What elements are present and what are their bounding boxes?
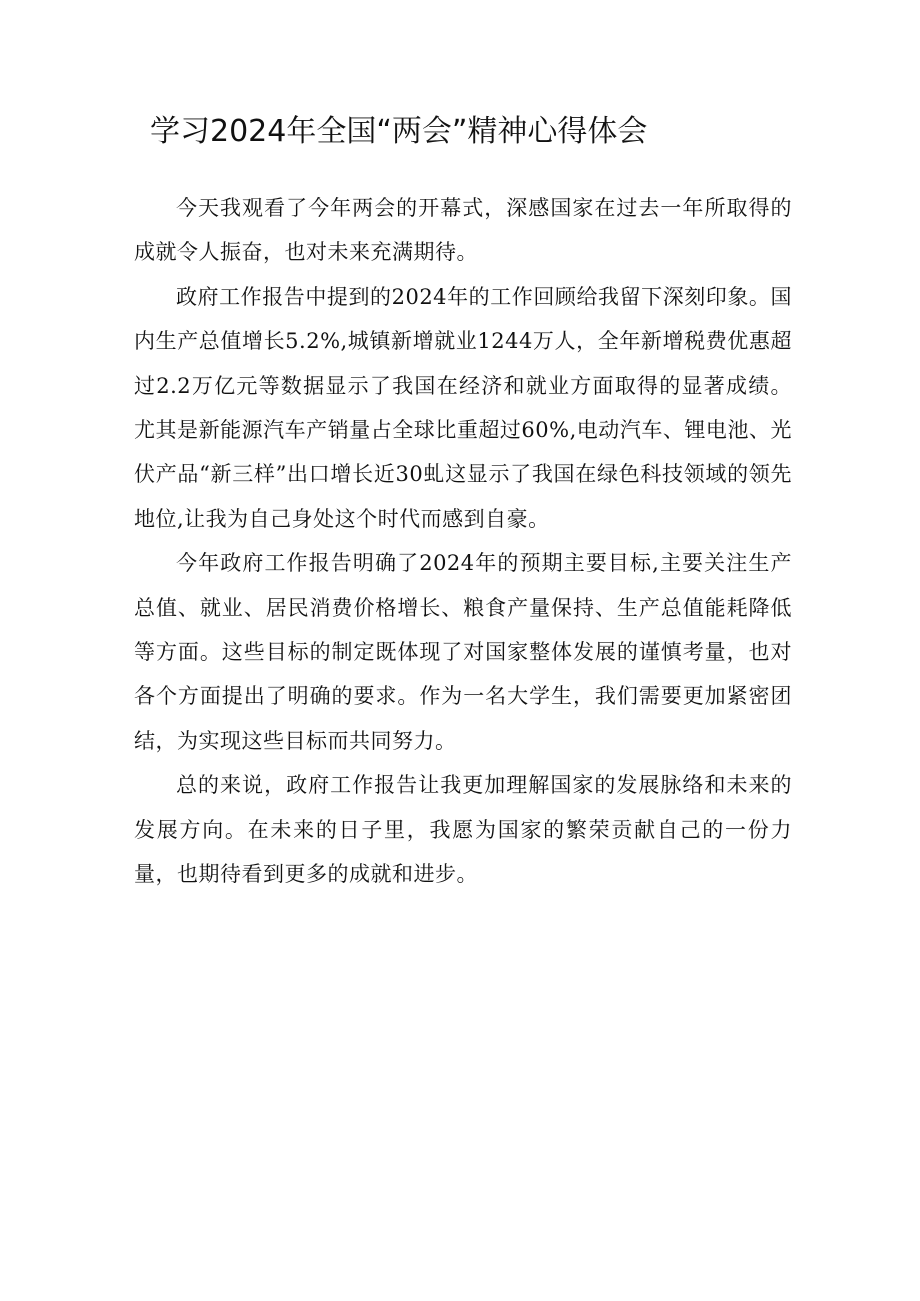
paragraph-2: 政府工作报告中提到的2024年的工作回顾给我留下深刻印象。国内生产总值增长5.2%,城镇新增就业1244万人，全年新增税费优惠超过2.2万亿元等数据显示了我国在经济和就业方面取得的显著成绩。尤其是新能源汽车产销量占全球比重超过60%,电动汽车、锂电池、光伏产品“新三样”出口增长近30虬这显示了我国在绿色科技领域的领先地位,让我为自己身处这个时代而感到自豪。 [134,284,792,531]
paragraph-4: 总的来说，政府工作报告让我更加理解国家的发展脉络和未来的发展方向。在未来的日子里，我愿为国家的繁荣贡献自己的一份力量，也期待看到更多的成就和进步。 [134,773,792,887]
paragraph-3: 今年政府工作报告明确了2024年的预期主要目标,主要关注生产总值、就业、居民消费价格增长、粮食产量保持、生产总值能耗降低等方面。这些目标的制定既体现了对国家整体发展的谨慎考量，也对各个方面提出了明确的要求。作为一名大学生，我们需要更加紧密团结，为实现这些目标而共同努力。 [134,551,792,753]
document-body [134,186,792,897]
document-title: 学习2024年全国“两会”精神心得体会 [150,114,648,149]
paragraph-1: 今天我观看了今年两会的开幕式，深感国家在过去一年所取得的成就令人振奋，也对未来充满期待。 [134,196,792,265]
